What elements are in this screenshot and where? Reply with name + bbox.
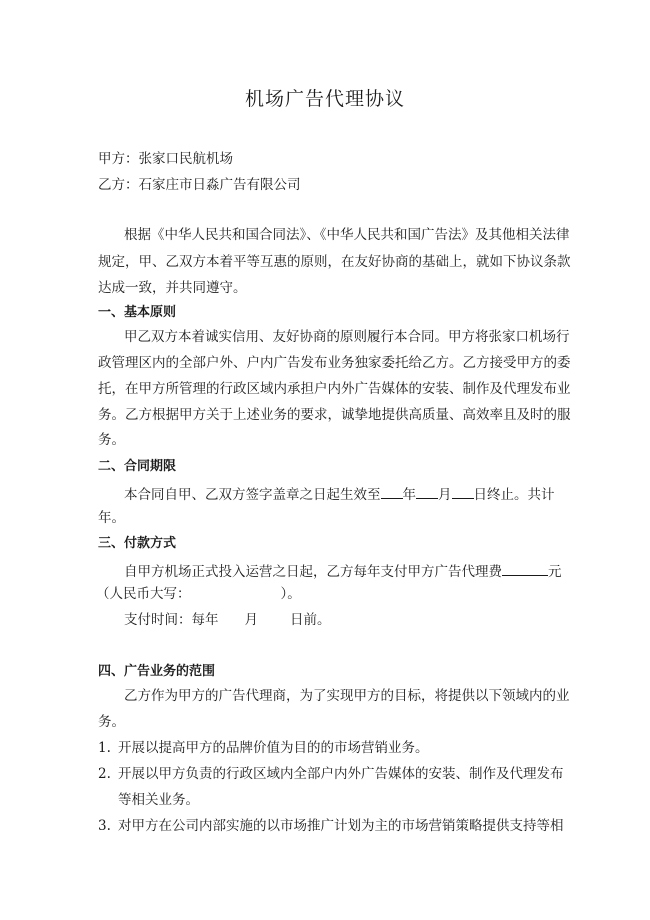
section1-line: 务。	[98, 432, 125, 448]
list-item-text: 对甲方在公司内部实施的以市场推广计划为主的市场营销策略提供支持等相	[118, 818, 564, 834]
party-b: 乙方：石家庄市日淼广告有限公司	[98, 177, 301, 193]
section-heading-basic-principles: 一、基本原则	[98, 305, 177, 320]
document-title: 机场广告代理协议	[244, 88, 405, 110]
payment-time-label: 支付时间：每年	[124, 612, 219, 628]
list-item	[98, 742, 429, 756]
list-item-text: 开展以甲方负责的行政区域内全部户内外广告媒体的安装、制作及代理发布	[118, 766, 564, 782]
list-item-number: 2.	[98, 766, 111, 782]
contract-term-total: 年。	[98, 510, 125, 526]
fee-unit: 元	[548, 564, 562, 580]
payment-capital-amount	[96, 588, 301, 602]
day-blank[interactable]	[452, 486, 474, 499]
month-blank[interactable]	[416, 486, 438, 499]
section4-intro-line: 乙方作为甲方的广告代理商，为了实现甲方的目标，将提供以下领域内的业	[124, 688, 570, 704]
section1-line: 托，在甲方所管理的行政区域内承担户内外广告媒体的安装、制作及代理发布业	[98, 381, 571, 397]
day-label: 日终止。共计	[473, 487, 555, 503]
list-item	[98, 768, 564, 782]
year-blank[interactable]	[381, 486, 403, 499]
contract-term-sentence	[124, 486, 555, 503]
payment-day-label: 日前。	[290, 612, 331, 628]
contract-term-text: 本合同自甲、乙双方签字盖章之日起生效至	[124, 487, 381, 503]
list-item-number: 1.	[98, 740, 111, 756]
section1-line: 甲乙双方本着诚实信用、友好协商的原则履行本合同。甲方将张家口机场行	[124, 329, 570, 345]
payment-time	[124, 614, 331, 628]
list-item	[98, 820, 564, 834]
party-a: 甲方：张家口民航机场	[98, 151, 233, 167]
list-item-number: 3.	[98, 818, 111, 834]
month-label: 月	[438, 487, 452, 503]
section1-line: 务。乙方根据甲方关于上述业务的要求，诚挚地提供高质量、高效率且及时的服	[98, 407, 571, 423]
year-label: 年	[402, 487, 416, 503]
section-heading-payment: 三、付款方式	[98, 536, 177, 551]
preamble-line: 根据《中华人民共和国合同法》、《中华人民共和国广告法》及其他相关法律	[124, 227, 570, 243]
payment-fee-text: 自甲方机场正式投入运营之日起，乙方每年支付甲方广告代理费	[124, 564, 502, 580]
payment-fee-sentence	[124, 563, 562, 580]
section4-intro-line: 务。	[98, 714, 125, 730]
preamble-line: 达成一致，并共同遵守。	[98, 280, 247, 296]
section1-line: 政管理区内的全部户外、户内广告发布业务独家委托给乙方。乙方接受甲方的委	[98, 355, 571, 371]
section-heading-contract-term: 二、合同期限	[98, 459, 177, 474]
preamble-line: 规定，甲、乙双方本着平等互惠的原则，在友好协商的基础上，就如下协议条款	[98, 254, 571, 270]
capital-amount-label: （人民币大写：	[96, 586, 191, 602]
payment-month-label: 月	[244, 612, 258, 628]
section-heading-business-scope: 四、广告业务的范围	[98, 664, 216, 679]
list-item-continuation: 等相关业务。	[118, 792, 199, 808]
fee-amount-blank[interactable]	[502, 563, 548, 576]
capital-amount-close: ）。	[280, 586, 301, 602]
list-item-text: 开展以提高甲方的品牌价值为目的的市场营销业务。	[118, 740, 429, 756]
